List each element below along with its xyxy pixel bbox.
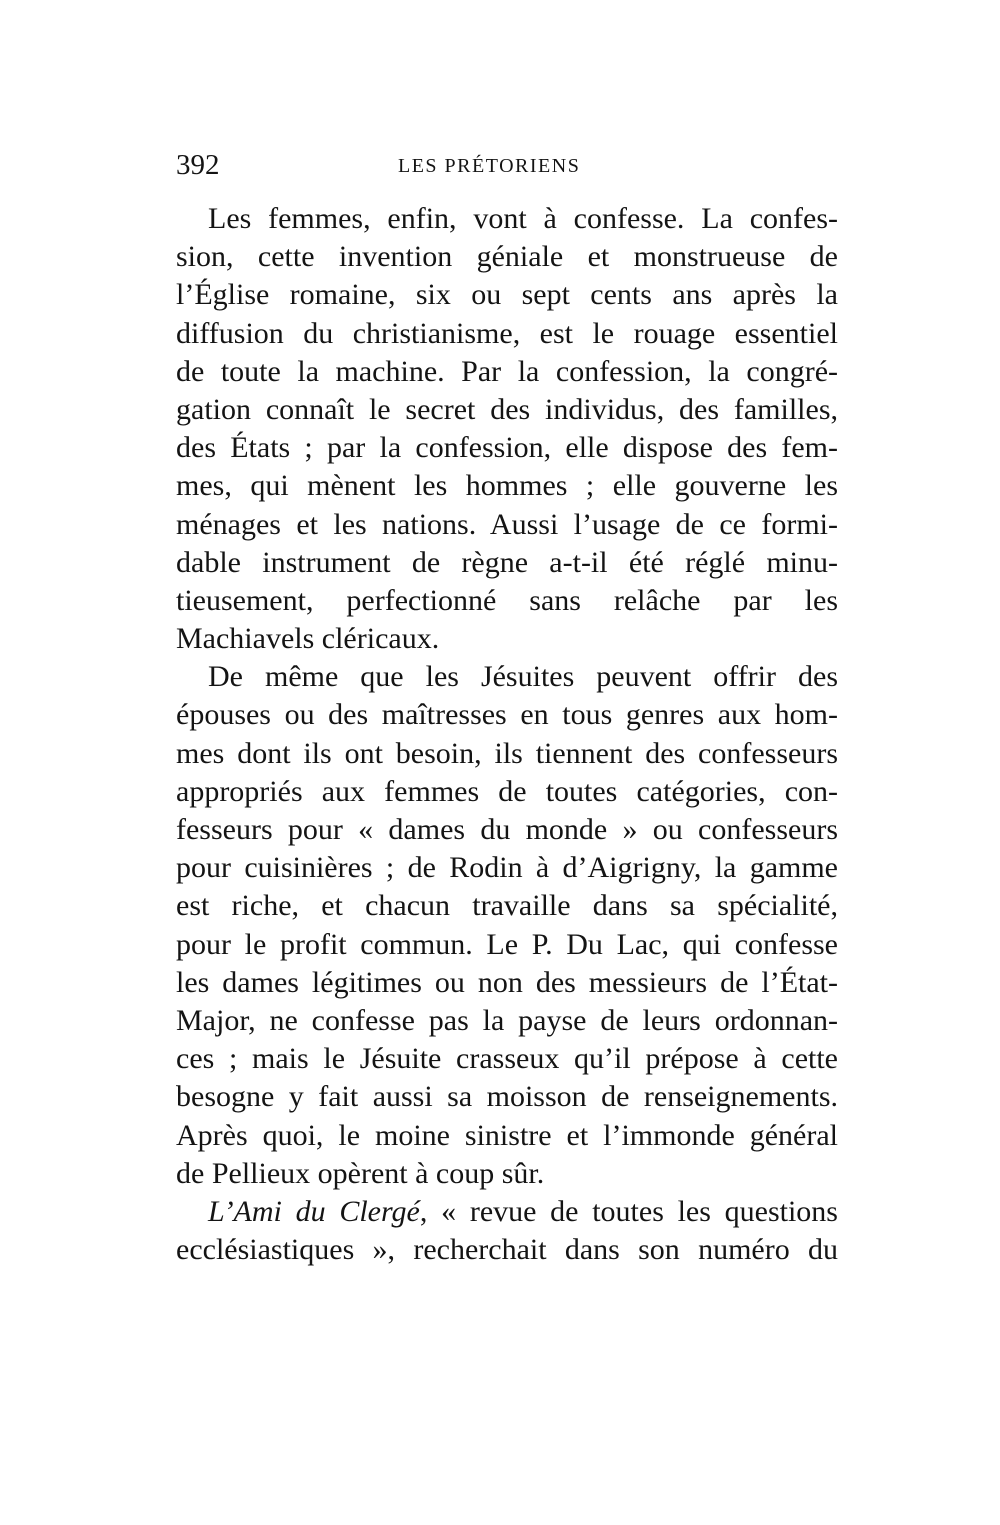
text-line	[176, 1193, 838, 1231]
paragraph	[176, 1193, 838, 1269]
text-line: pour cuisinières ; de Rodin à d’Aigrigny, la gamme	[176, 851, 838, 885]
paragraph	[176, 658, 838, 1193]
text-line: pour le profit commun. Le P. Du Lac, qui confesse	[176, 927, 838, 961]
text-line: mes, qui mènent les hommes ; elle gouverne les	[176, 469, 838, 503]
running-title: LES PRÉTORIENS	[398, 155, 581, 177]
text-line: de toute la machine. Par la confession, la congré-	[176, 354, 838, 388]
text-line: tieusement, perfectionné sans relâche par les	[176, 583, 838, 617]
text-line: épouses ou des maîtresses en tous genres aux hom-	[176, 698, 838, 732]
text-line: Major, ne confesse pas la payse de leurs ordonnan-	[176, 1003, 838, 1037]
text-line: les dames légitimes ou non des messieurs de l’État-	[176, 965, 838, 999]
text-segment: , « revue de toutes les questions	[419, 1194, 838, 1228]
text-line: Les femmes, enfin, vont à confesse. La confes-	[208, 202, 838, 235]
text-line: dable instrument de règne a-t-il été réglé minu-	[176, 545, 838, 579]
paragraph	[176, 200, 838, 658]
text-line: est riche, et chacun travaille dans sa spécialité,	[176, 889, 838, 923]
text-line: de Pellieux opèrent à coup sûr.	[176, 1156, 545, 1190]
page-number: 392	[176, 149, 220, 181]
text-line: des États ; par la confession, elle dispose des fem-	[176, 431, 838, 465]
text-line: ménages et les nations. Aussi l’usage de ce formi-	[176, 507, 838, 541]
text-line: Machiavels cléricaux.	[176, 622, 440, 656]
running-head	[176, 148, 838, 182]
text-line: gation connaît le secret des individus, des familles,	[176, 392, 838, 426]
text-line: Après quoi, le moine sinistre et l’immonde général	[176, 1118, 838, 1152]
journal-title: L’Ami du Clergé	[208, 1194, 420, 1228]
text-line: sion, cette invention géniale et monstrueuse de	[176, 240, 838, 274]
text-line: appropriés aux femmes de toutes catégories, con-	[176, 774, 838, 808]
body-text	[176, 200, 838, 1269]
text-line: De même que les Jésuites peuvent offrir des	[208, 660, 838, 694]
text-line: fesseurs pour « dames du monde » ou confesseurs	[176, 813, 838, 846]
text-line: ecclésiastiques », recherchait dans son numéro du	[176, 1233, 838, 1267]
text-line: besogne y fait aussi sa moisson de renseignements.	[176, 1080, 838, 1114]
text-line: ces ; mais le Jésuite crasseux qu’il prépose à cette	[176, 1042, 838, 1076]
text-line: l’Église romaine, six ou sept cents ans après la	[176, 278, 838, 312]
text-line: mes dont ils ont besoin, ils tiennent des confesseurs	[176, 736, 838, 770]
text-line: diffusion du christianisme, est le rouage essentiel	[176, 316, 838, 350]
